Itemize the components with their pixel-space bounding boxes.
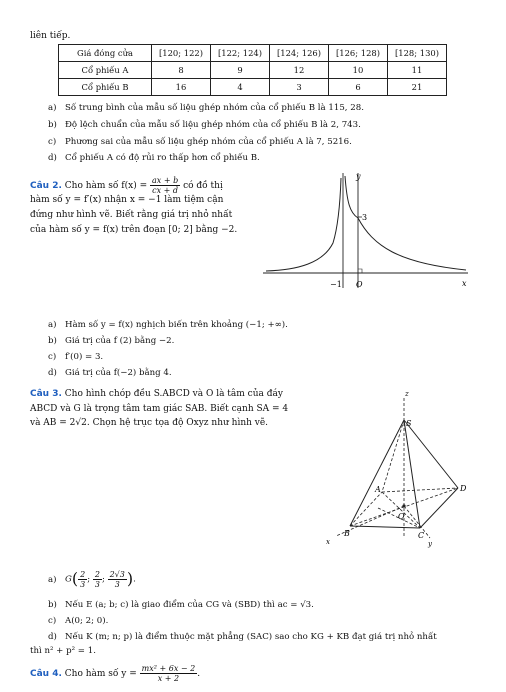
table-header-cell: [128; 130)	[388, 45, 447, 62]
table-cell: 3	[270, 79, 329, 96]
q4-fraction: $\frac{\text{mx² + 6x − 2}}{x + 2}$	[141, 664, 196, 683]
fig-z-label: z	[405, 390, 409, 398]
table-header-cell: Giá đóng cửa	[59, 45, 152, 62]
graph-origin-label: O	[356, 280, 363, 289]
q2-option-c: c) f′(0) = 3.	[48, 352, 104, 362]
table-row	[59, 62, 447, 79]
table-cell: 8	[152, 62, 211, 79]
q2-line-1: Câu 2. Cho hàm số f(x) = $\frac{ax + b}{cx + d}$ có đồ thị	[30, 176, 223, 195]
q3-option-c: c) A(0; 2; 0).	[48, 616, 109, 626]
graph-three-label: 3	[362, 213, 368, 222]
q3-line-2: ABCD và G là trọng tâm tam giác SAB. Biết cạnh SA = 4	[30, 404, 289, 414]
row-label: Cổ phiếu A	[59, 62, 152, 79]
table-header-row	[59, 45, 447, 62]
fig-s-label: S	[406, 419, 412, 428]
q3-option-d-continued: thì n² + p² = 1.	[30, 646, 96, 656]
table-cell: 16	[152, 79, 211, 96]
q3-option-b: b) Nếu E (a; b; c) là giao điểm của CG và (SBD) thì ac = √3.	[48, 600, 314, 610]
table-row	[59, 79, 447, 96]
q2-derivative-graph	[258, 168, 473, 296]
graph-neg1-label: −1	[330, 280, 342, 289]
q3-option-a: a) G( $\frac{2}{3}$ ; $\frac{2}{3}$ ; $\frac{2√3}{3}$ ).	[48, 569, 136, 589]
q1-option-c: c) Phương sai của mẫu số liệu ghép nhóm của cổ phiếu A là 7, 5216.	[48, 137, 352, 147]
table-cell: 6	[329, 79, 388, 96]
fig-c-label: C	[418, 531, 425, 540]
graph-x-label: x	[462, 279, 467, 288]
q3-option-d: d) Nếu K (m; n; p) là điểm thuộc mặt phẳng (SAC) sao cho KG + KB đạt giá trị nhỏ nhất	[48, 632, 437, 642]
q3-label: Câu 3.	[30, 389, 62, 399]
q2-option-b: b) Giá trị của f (2) bằng −2.	[48, 336, 175, 346]
q2-fraction: $\frac{ax + b}{cx + d}$	[152, 176, 179, 195]
q2-label: Câu 2.	[30, 181, 62, 191]
fig-b-label: B	[344, 529, 350, 538]
q2-line-4: của hàm số y = f(x) trên đoạn [0; 2] bằng −2.	[30, 225, 238, 235]
q3-pyramid-figure	[320, 388, 480, 550]
fig-x-label: x	[326, 538, 330, 546]
q1-option-a: a) Số trung bình của mẫu số liệu ghép nhóm của cổ phiếu B là 115, 28.	[48, 103, 364, 113]
q3-line-3: và AB = 2√2. Chọn hệ trục tọa độ Oxyz như hình vẽ.	[30, 418, 269, 428]
fig-a-label: A	[375, 485, 381, 494]
table-header-cell: [126; 128)	[329, 45, 388, 62]
table-cell: 10	[329, 62, 388, 79]
row-label: Cổ phiếu B	[59, 79, 152, 96]
q2-option-a: a) Hàm số y = f(x) nghịch biến trên khoảng (−1; +∞).	[48, 320, 288, 330]
table-header-cell: [120; 122)	[152, 45, 211, 62]
fig-o-label: O	[398, 512, 405, 521]
q4-line: Câu 4. Cho hàm số y = $\frac{\text{mx² + 6x − 2}}{x + 2}$ .	[30, 664, 201, 683]
table-cell: 11	[388, 62, 447, 79]
table-header-cell: [122; 124)	[211, 45, 270, 62]
q3-line-1: Câu 3. Cho hình chóp đều S.ABCD và O là tâm của đáy	[30, 389, 283, 399]
fig-y-label: y	[428, 540, 432, 548]
table-header-cell: [124; 126)	[270, 45, 329, 62]
table-cell: 21	[388, 79, 447, 96]
intro-text: liên tiếp.	[30, 31, 71, 41]
table-cell: 9	[211, 62, 270, 79]
table-cell: 4	[211, 79, 270, 96]
q1-option-d: d) Cổ phiếu A có độ rủi ro thấp hơn cổ phiếu B.	[48, 153, 260, 163]
fig-d-label: D	[460, 484, 467, 493]
q2-line-3: đứng như hình vẽ. Biết rằng giá trị nhỏ nhất	[30, 210, 233, 220]
frequency-table	[58, 44, 447, 96]
q1-option-b: b) Độ lệch chuẩn của mẫu số liệu ghép nhóm của cổ phiếu B là 2, 743.	[48, 120, 361, 130]
table-cell: 12	[270, 62, 329, 79]
q4-label: Câu 4.	[30, 669, 62, 679]
q2-option-d: d) Giá trị của f(−2) bằng 4.	[48, 368, 172, 378]
graph-y-label: y	[356, 172, 361, 181]
q2-line-2: hàm số y = f′(x) nhận x = −1 làm tiệm cận	[30, 195, 224, 205]
